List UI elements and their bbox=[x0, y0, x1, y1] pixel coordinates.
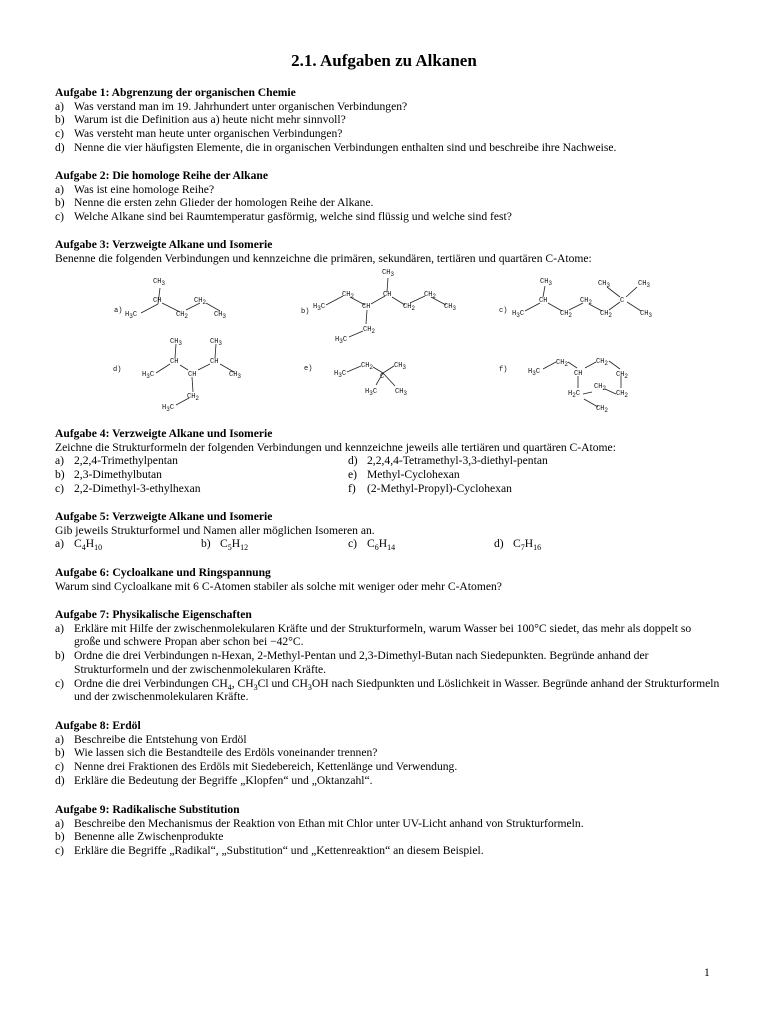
list-item: b) $C_5H_{12}$ bbox=[201, 537, 249, 553]
svg-text:CH3: CH3 bbox=[395, 388, 408, 397]
structure-b bbox=[301, 269, 456, 345]
svg-text:CH: CH bbox=[574, 370, 583, 378]
svg-text:CH2: CH2 bbox=[600, 310, 613, 319]
task-heading: Aufgabe 6: Cycloalkane und Ringspannung bbox=[55, 566, 271, 579]
svg-text:CH2: CH2 bbox=[361, 362, 374, 371]
list-item: a) Was verstand man im 19. Jahrhundert unter organischen Verbindungen? bbox=[55, 99, 408, 113]
svg-text:H3C: H3C bbox=[313, 303, 326, 312]
svg-text:CH3: CH3 bbox=[540, 278, 553, 287]
svg-text:CH3: CH3 bbox=[229, 371, 242, 380]
svg-text:CH2: CH2 bbox=[403, 303, 416, 312]
svg-text:CH3: CH3 bbox=[210, 338, 223, 347]
svg-text:CH2: CH2 bbox=[616, 390, 629, 399]
task-heading: Aufgabe 3: Verzweigte Alkane und Isomerie bbox=[55, 238, 273, 251]
svg-text:CH2: CH2 bbox=[556, 359, 569, 368]
svg-text:H2C: H2C bbox=[568, 390, 581, 399]
task-intro: Gib jeweils Strukturformel und Namen aller möglichen Isomeren an. bbox=[55, 523, 375, 537]
task-8 bbox=[55, 719, 720, 788]
svg-text:H3C: H3C bbox=[365, 388, 378, 397]
task-heading: Aufgabe 8: Erdöl bbox=[55, 719, 141, 732]
list-item: d) $C_7H_{16}$ bbox=[494, 537, 542, 553]
list-item: b) Warum ist die Definition aus a) heute nicht mehr sinnvoll? bbox=[55, 113, 346, 127]
list-item: c) Ordne die drei Verbindungen $CH_4$, $CH_3Cl$ und $CH_3OH$ nach Siedpunkten und Löslichkeit in Wasser. Begründe anhand der Strukturformeln und der zwischenmolekularen Kräfte. bbox=[55, 676, 720, 704]
svg-text:CH2: CH2 bbox=[424, 291, 437, 300]
svg-text:C: C bbox=[620, 297, 625, 305]
structure-c bbox=[499, 278, 652, 319]
structure-d bbox=[113, 338, 241, 413]
svg-text:CH3: CH3 bbox=[640, 310, 653, 319]
structure-e bbox=[304, 362, 407, 397]
svg-text:H3C: H3C bbox=[162, 404, 175, 413]
svg-text:H3C: H3C bbox=[335, 336, 348, 345]
svg-text:e): e) bbox=[304, 365, 313, 373]
task-heading: Aufgabe 5: Verzweigte Alkane und Isomerie bbox=[55, 510, 273, 523]
list-item: a) Beschreibe die Entstehung von Erdöl bbox=[55, 732, 247, 746]
list-item: c) 2,2-Dimethyl-3-ethylhexan bbox=[55, 481, 201, 495]
list-item: c) Nenne drei Fraktionen des Erdöls mit Siedebereich, Kettenlänge und Verwendung. bbox=[55, 760, 458, 774]
structure-a bbox=[114, 278, 226, 320]
svg-text:c): c) bbox=[499, 307, 508, 315]
list-item: b) Nenne die ersten zehn Glieder der homologen Reihe der Alkane. bbox=[55, 196, 374, 210]
svg-text:H3C: H3C bbox=[142, 371, 155, 380]
svg-text:CH3: CH3 bbox=[598, 280, 611, 289]
svg-text:H3C: H3C bbox=[125, 311, 138, 320]
list-item: b) Wie lassen sich die Bestandteile des Erdöls voneinander trennen? bbox=[55, 746, 378, 760]
task-heading: Aufgabe 2: Die homologe Reihe der Alkane bbox=[55, 169, 268, 182]
task-intro: Warum sind Cycloalkane mit 6 C-Atomen stabiler als solche mit weniger oder mehr C-Atomen? bbox=[55, 579, 502, 593]
compound-list bbox=[55, 454, 720, 495]
list-item: b) Ordne die drei Verbindungen n-Hexan, 2-Methyl-Pentan und 2,3-Dimethyl-Butan nach Siedepunkten. Begründe anhand der Strukturformeln und der zwischenmolekularen Kräfte. bbox=[55, 649, 649, 676]
list-item: c) Erkläre die Begriffe „Radikal“, „Substitution“ und „Kettenreaktion“ an diesem Beispiel. bbox=[55, 844, 484, 858]
task-heading: Aufgabe 9: Radikalische Substitution bbox=[55, 803, 240, 816]
list-item: c) Welche Alkane sind bei Raumtemperatur gasförmig, welche sind flüssig und welche sind fest? bbox=[55, 210, 512, 224]
list-item: a) Erkläre mit Hilfe der zwischenmolekularen Kräfte und der Strukturformeln, warum Wasser bei 100°C siedet, das mehr als doppelt so große und schwere Propan aber schon bei −42°C. bbox=[55, 621, 692, 649]
task-9 bbox=[55, 803, 720, 858]
svg-text:f): f) bbox=[499, 366, 508, 374]
svg-text:b): b) bbox=[301, 308, 310, 316]
task-heading: Aufgabe 1: Abgrenzung der organischen Chemie bbox=[55, 86, 296, 99]
svg-text:CH2: CH2 bbox=[363, 326, 376, 335]
page-title: 2.1. Aufgaben zu Alkanen bbox=[291, 51, 477, 70]
list-item: a) 2,2,4-Trimethylpentan bbox=[55, 454, 178, 468]
svg-text:CH: CH bbox=[210, 358, 219, 366]
list-item: d) Erkläre die Bedeutung der Begriffe „Klopfen“ und „Oktanzahl“. bbox=[55, 773, 373, 787]
svg-text:CH2: CH2 bbox=[560, 310, 573, 319]
svg-text:CH: CH bbox=[383, 291, 392, 299]
svg-text:CH3: CH3 bbox=[382, 269, 395, 278]
svg-text:CH: CH bbox=[170, 358, 179, 366]
list-item: e) Methyl-Cyclohexan bbox=[348, 468, 460, 482]
task-intro: Benenne die folgenden Verbindungen und kennzeichne die primären, sekundären, tertiären und quartären C-Atome: bbox=[55, 251, 592, 265]
svg-text:H3C: H3C bbox=[512, 310, 525, 319]
list-item: c) $C_6H_{14}$ bbox=[348, 537, 396, 553]
svg-text:CH2: CH2 bbox=[187, 393, 200, 402]
svg-text:H3C: H3C bbox=[334, 370, 347, 379]
svg-text:CH3: CH3 bbox=[153, 278, 166, 287]
svg-text:CH3: CH3 bbox=[170, 338, 183, 347]
svg-text:C: C bbox=[380, 373, 385, 381]
svg-text:CH2: CH2 bbox=[594, 383, 607, 392]
list-item: a) Beschreibe den Mechanismus der Reaktion von Ethan mit Chlor unter UV-Licht anhand von Strukturformeln. bbox=[55, 816, 584, 830]
svg-text:CH2: CH2 bbox=[580, 297, 593, 306]
task-4 bbox=[55, 427, 720, 496]
svg-text:CH3: CH3 bbox=[638, 280, 651, 289]
list-item: a) $C_4H_{10}$ bbox=[55, 537, 103, 553]
svg-text:H3C: H3C bbox=[528, 368, 541, 377]
list-item: b) Benenne alle Zwischenprodukte bbox=[55, 830, 224, 844]
list-item: f) (2-Methyl-Propyl)-Cyclohexan bbox=[348, 481, 512, 495]
svg-text:CH2: CH2 bbox=[596, 405, 609, 414]
task-7 bbox=[55, 608, 720, 704]
formula-list bbox=[55, 537, 720, 551]
structure-f bbox=[499, 358, 628, 414]
svg-text:d): d) bbox=[113, 366, 122, 374]
svg-text:CH: CH bbox=[539, 297, 548, 305]
svg-text:CH: CH bbox=[362, 303, 371, 311]
svg-text:CH2: CH2 bbox=[342, 291, 355, 300]
svg-text:CH3: CH3 bbox=[214, 311, 227, 320]
svg-text:CH3: CH3 bbox=[444, 303, 457, 312]
svg-text:CH: CH bbox=[153, 297, 162, 305]
list-item: c) Was versteht man heute unter organischen Verbindungen? bbox=[55, 127, 343, 141]
list-item: d) 2,2,4,4-Tetramethyl-3,3-diethyl-pentan bbox=[348, 454, 548, 468]
svg-text:CH2: CH2 bbox=[176, 311, 189, 320]
task-heading: Aufgabe 4: Verzweigte Alkane und Isomerie bbox=[55, 427, 273, 440]
svg-text:CH2: CH2 bbox=[616, 371, 629, 380]
list-item: b) 2,3-Dimethylbutan bbox=[55, 468, 162, 482]
svg-text:a): a) bbox=[114, 307, 123, 315]
page-number: 1 bbox=[704, 966, 710, 979]
list-item: a) Was ist eine homologe Reihe? bbox=[55, 182, 215, 196]
svg-text:CH2: CH2 bbox=[194, 297, 207, 306]
list-item: d) Nenne die vier häufigsten Elemente, die in organischen Verbindungen enthalten sind und beschreibe ihre Nachweise. bbox=[55, 140, 617, 154]
svg-text:CH3: CH3 bbox=[394, 362, 407, 371]
svg-text:CH2: CH2 bbox=[596, 358, 609, 367]
task-heading: Aufgabe 7: Physikalische Eigenschaften bbox=[55, 608, 252, 621]
svg-text:CH: CH bbox=[188, 371, 197, 379]
task-5 bbox=[55, 510, 720, 551]
task-intro: Zeichne die Strukturformeln der folgenden Verbindungen und kennzeichne jeweils alle tertiären und quartären C-Atome: bbox=[55, 440, 616, 454]
task-6 bbox=[55, 566, 720, 593]
